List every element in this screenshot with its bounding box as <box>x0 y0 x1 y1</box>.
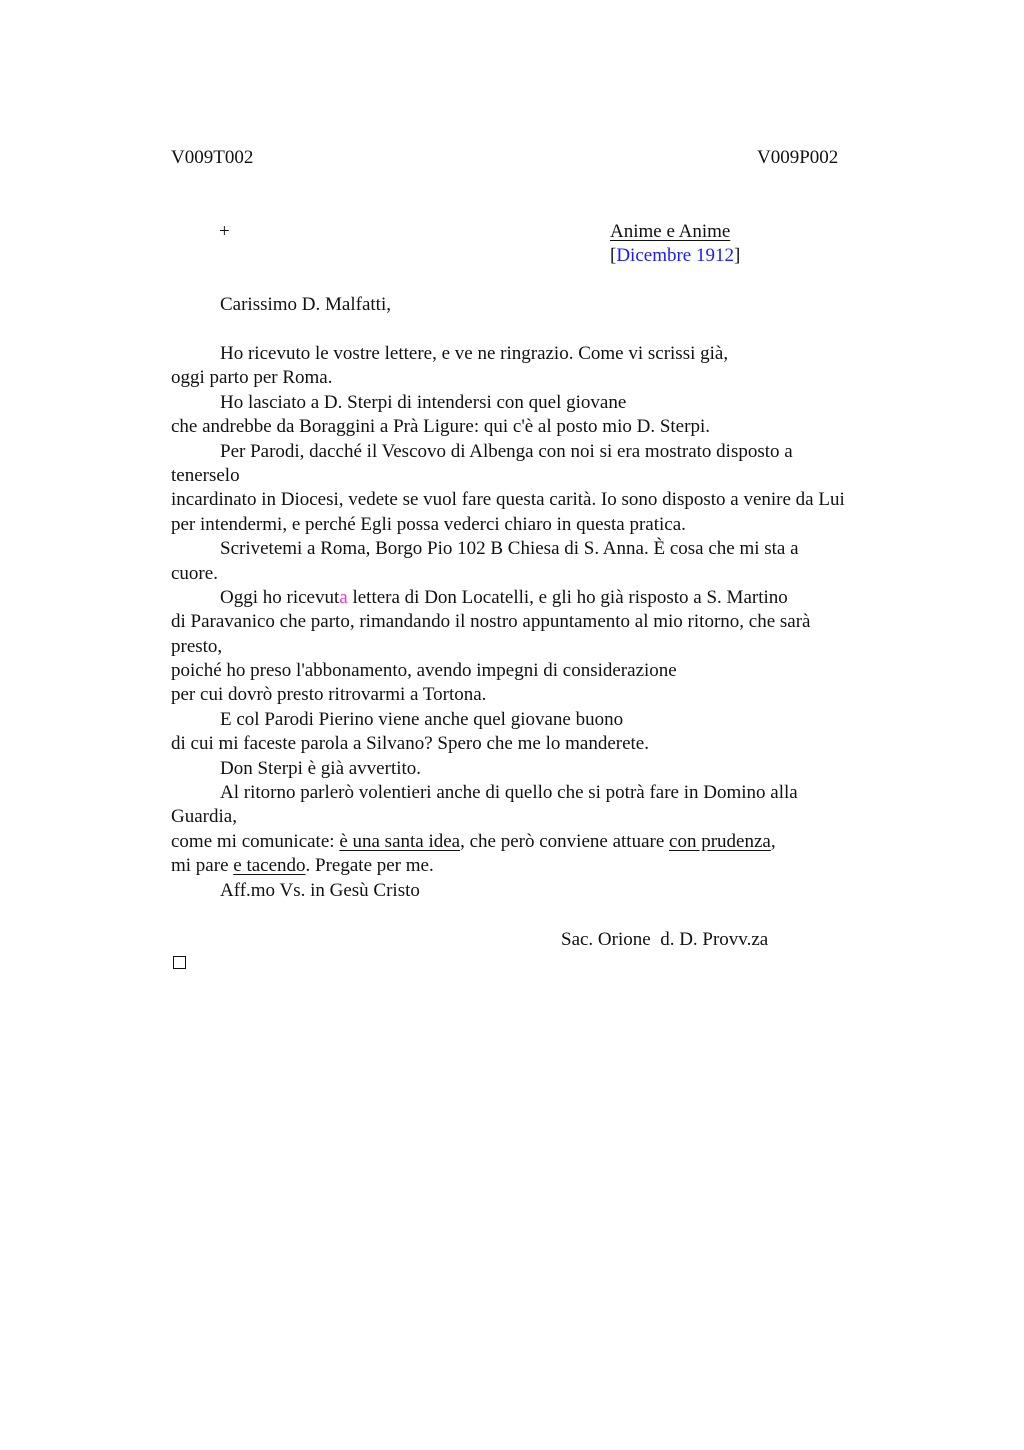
cross-symbol: + <box>219 221 230 242</box>
body-text-span: Oggi ho ricevut <box>220 586 340 608</box>
body-line <box>171 830 911 854</box>
closing-line: Aff.mo Vs. in Gesù Cristo <box>220 879 420 901</box>
body-line: per cui dovrò presto ritrovarmi a Tortona. <box>171 684 487 706</box>
signature: Sac. Orione d. D. Provv.za <box>561 929 769 950</box>
body-text-span: , che però conviene attuare <box>460 830 670 852</box>
salutation: Carissimo D. Malfatti, <box>220 294 391 315</box>
date-bracket-open: [ <box>610 245 617 266</box>
letter-title: Anime e Anime <box>610 221 731 242</box>
doc-code-right: V009P002 <box>757 147 839 168</box>
underlined-phrase: e tacendo <box>233 855 306 877</box>
underlined-phrase: è una santa idea <box>339 830 461 852</box>
highlighted-letter: a <box>339 586 348 608</box>
body-line: cuore. <box>171 562 218 584</box>
underlined-phrase: con prudenza <box>669 830 771 852</box>
date-text: Dicembre 1912 <box>616 245 734 266</box>
body-line: E col Parodi Pierino viene anche quel giovane buono <box>220 708 624 730</box>
body-text-span: . Pregate per me. <box>305 855 434 877</box>
body-line: tenerselo <box>171 464 240 486</box>
date-bracket-close: ] <box>733 245 741 266</box>
body-line: Guardia, <box>171 806 237 828</box>
body-line: Ho lasciato a D. Sterpi di intendersi con quel giovane <box>220 391 627 413</box>
body-line <box>171 586 911 610</box>
body-text-span: , <box>770 830 776 852</box>
body-line: presto, <box>171 635 223 657</box>
body-line: Don Sterpi è già avvertito. <box>220 757 422 779</box>
body-line: per intendermi, e perché Egli possa vederci chiaro in questa pratica. <box>171 513 686 535</box>
body-text-span: come mi comunicate: <box>171 830 340 852</box>
body-line: Per Parodi, dacché il Vescovo di Albenga con noi si era mostrato disposto a <box>220 440 793 462</box>
letter-date <box>610 244 740 268</box>
body-line: Al ritorno parlerò volentieri anche di quello che si potrà fare in Domino alla <box>220 782 798 804</box>
body-line <box>171 854 911 878</box>
body-text-span: lettera di Don Locatelli, e gli ho già risposto a S. Martino <box>347 586 788 608</box>
end-of-letter-box <box>173 956 186 969</box>
body-line: Scrivetemi a Roma, Borgo Pio 102 B Chiesa di S. Anna. È cosa che mi sta a <box>220 538 799 560</box>
body-line: incardinato in Diocesi, vedete se vuol fare questa carità. Io sono disposto a venire da Lui <box>171 489 845 511</box>
body-line: poiché ho preso l'abbonamento, avendo impegni di considerazione <box>171 660 677 682</box>
letter-body <box>171 342 911 903</box>
body-text-span: mi pare <box>171 855 234 877</box>
body-line: oggi parto per Roma. <box>171 367 333 389</box>
body-line: che andrebbe da Boraggini a Prà Ligure: qui c'è al posto mio D. Sterpi. <box>171 416 710 438</box>
body-line: di Paravanico che parto, rimandando il nostro appuntamento al mio ritorno, che sarà <box>171 611 811 633</box>
body-line: di cui mi faceste parola a Silvano? Spero che me lo manderete. <box>171 733 649 755</box>
doc-code-left: V009T002 <box>171 147 254 168</box>
body-line: Ho ricevuto le vostre lettere, e ve ne ringrazio. Come vi scrissi già, <box>220 343 729 364</box>
